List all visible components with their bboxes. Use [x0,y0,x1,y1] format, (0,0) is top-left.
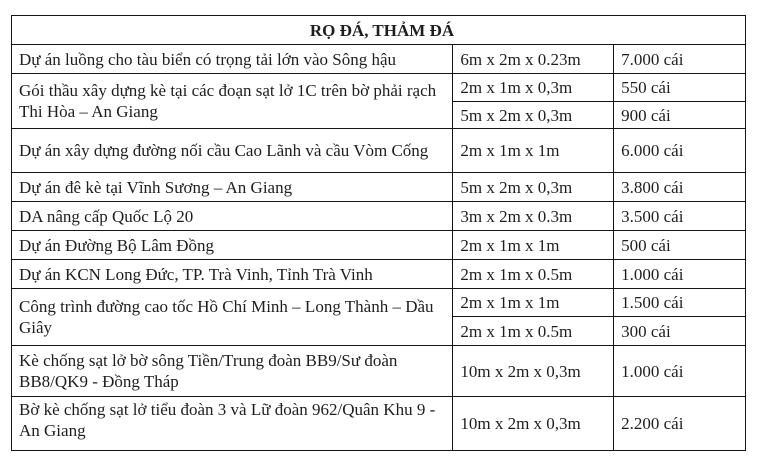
quantity-cell: 6.000 cái [614,129,746,173]
quantity-cell: 1.500 cái [614,289,746,317]
table-row [12,173,746,202]
quantity-cell: 500 cái [614,231,746,260]
gabion-projects-table [11,15,746,451]
project-cell: Dự án đê kè tại Vĩnh Sương – An Giang [12,173,453,202]
size-cell: 2m x 1m x 0,3m [453,74,614,102]
table-header-row [12,16,746,45]
project-cell: Dự án xây dựng đường nối cầu Cao Lãnh và cầu Vòm Cống [12,129,453,173]
quantity-cell: 3.800 cái [614,173,746,202]
size-cell: 2m x 1m x 1m [453,231,614,260]
quantity-cell: 1.000 cái [614,260,746,289]
size-cell: 10m x 2m x 0,3m [453,397,614,451]
table-row [12,202,746,231]
project-cell: Gói thầu xây dựng kè tại các đoạn sạt lở 1C trên bờ phải rạch Thi Hòa – An Giang [12,74,453,129]
table-row [12,397,746,451]
size-cell: 2m x 1m x 0.5m [453,260,614,289]
quantity-cell: 550 cái [614,74,746,102]
size-cell: 10m x 2m x 0,3m [453,346,614,397]
quantity-cell: 3.500 cái [614,202,746,231]
size-cell: 2m x 1m x 0.5m [453,317,614,346]
size-cell: 6m x 2m x 0.23m [453,45,614,74]
quantity-cell: 900 cái [614,102,746,129]
table-row [12,260,746,289]
quantity-cell: 300 cái [614,317,746,346]
table-row [12,45,746,74]
table-row [12,74,746,102]
table-row [12,289,746,317]
size-cell: 5m x 2m x 0,3m [453,173,614,202]
size-cell: 2m x 1m x 1m [453,289,614,317]
project-cell: Dự án Đường Bộ Lâm Đồng [12,231,453,260]
project-cell: Bờ kè chống sạt lở tiểu đoàn 3 và Lữ đoàn 962/Quân Khu 9 - An Giang [12,397,453,451]
table-row [12,231,746,260]
quantity-cell: 1.000 cái [614,346,746,397]
project-cell: DA nâng cấp Quốc Lộ 20 [12,202,453,231]
quantity-cell: 2.200 cái [614,397,746,451]
table-title: RỌ ĐÁ, THẢM ĐÁ [12,16,746,45]
project-cell: Dự án KCN Long Đức, TP. Trà Vinh, Tỉnh Trà Vinh [12,260,453,289]
size-cell: 3m x 2m x 0.3m [453,202,614,231]
project-cell: Công trình đường cao tốc Hồ Chí Minh – Long Thành – Dầu Giây [12,289,453,346]
size-cell: 2m x 1m x 1m [453,129,614,173]
project-cell: Kè chống sạt lở bờ sông Tiền/Trung đoàn BB9/Sư đoàn BB8/QK9 - Đồng Tháp [12,346,453,397]
table-row [12,346,746,397]
project-cell: Dự án luồng cho tàu biển có trọng tải lớn vào Sông hậu [12,45,453,74]
table-row [12,129,746,173]
size-cell: 5m x 2m x 0,3m [453,102,614,129]
quantity-cell: 7.000 cái [614,45,746,74]
